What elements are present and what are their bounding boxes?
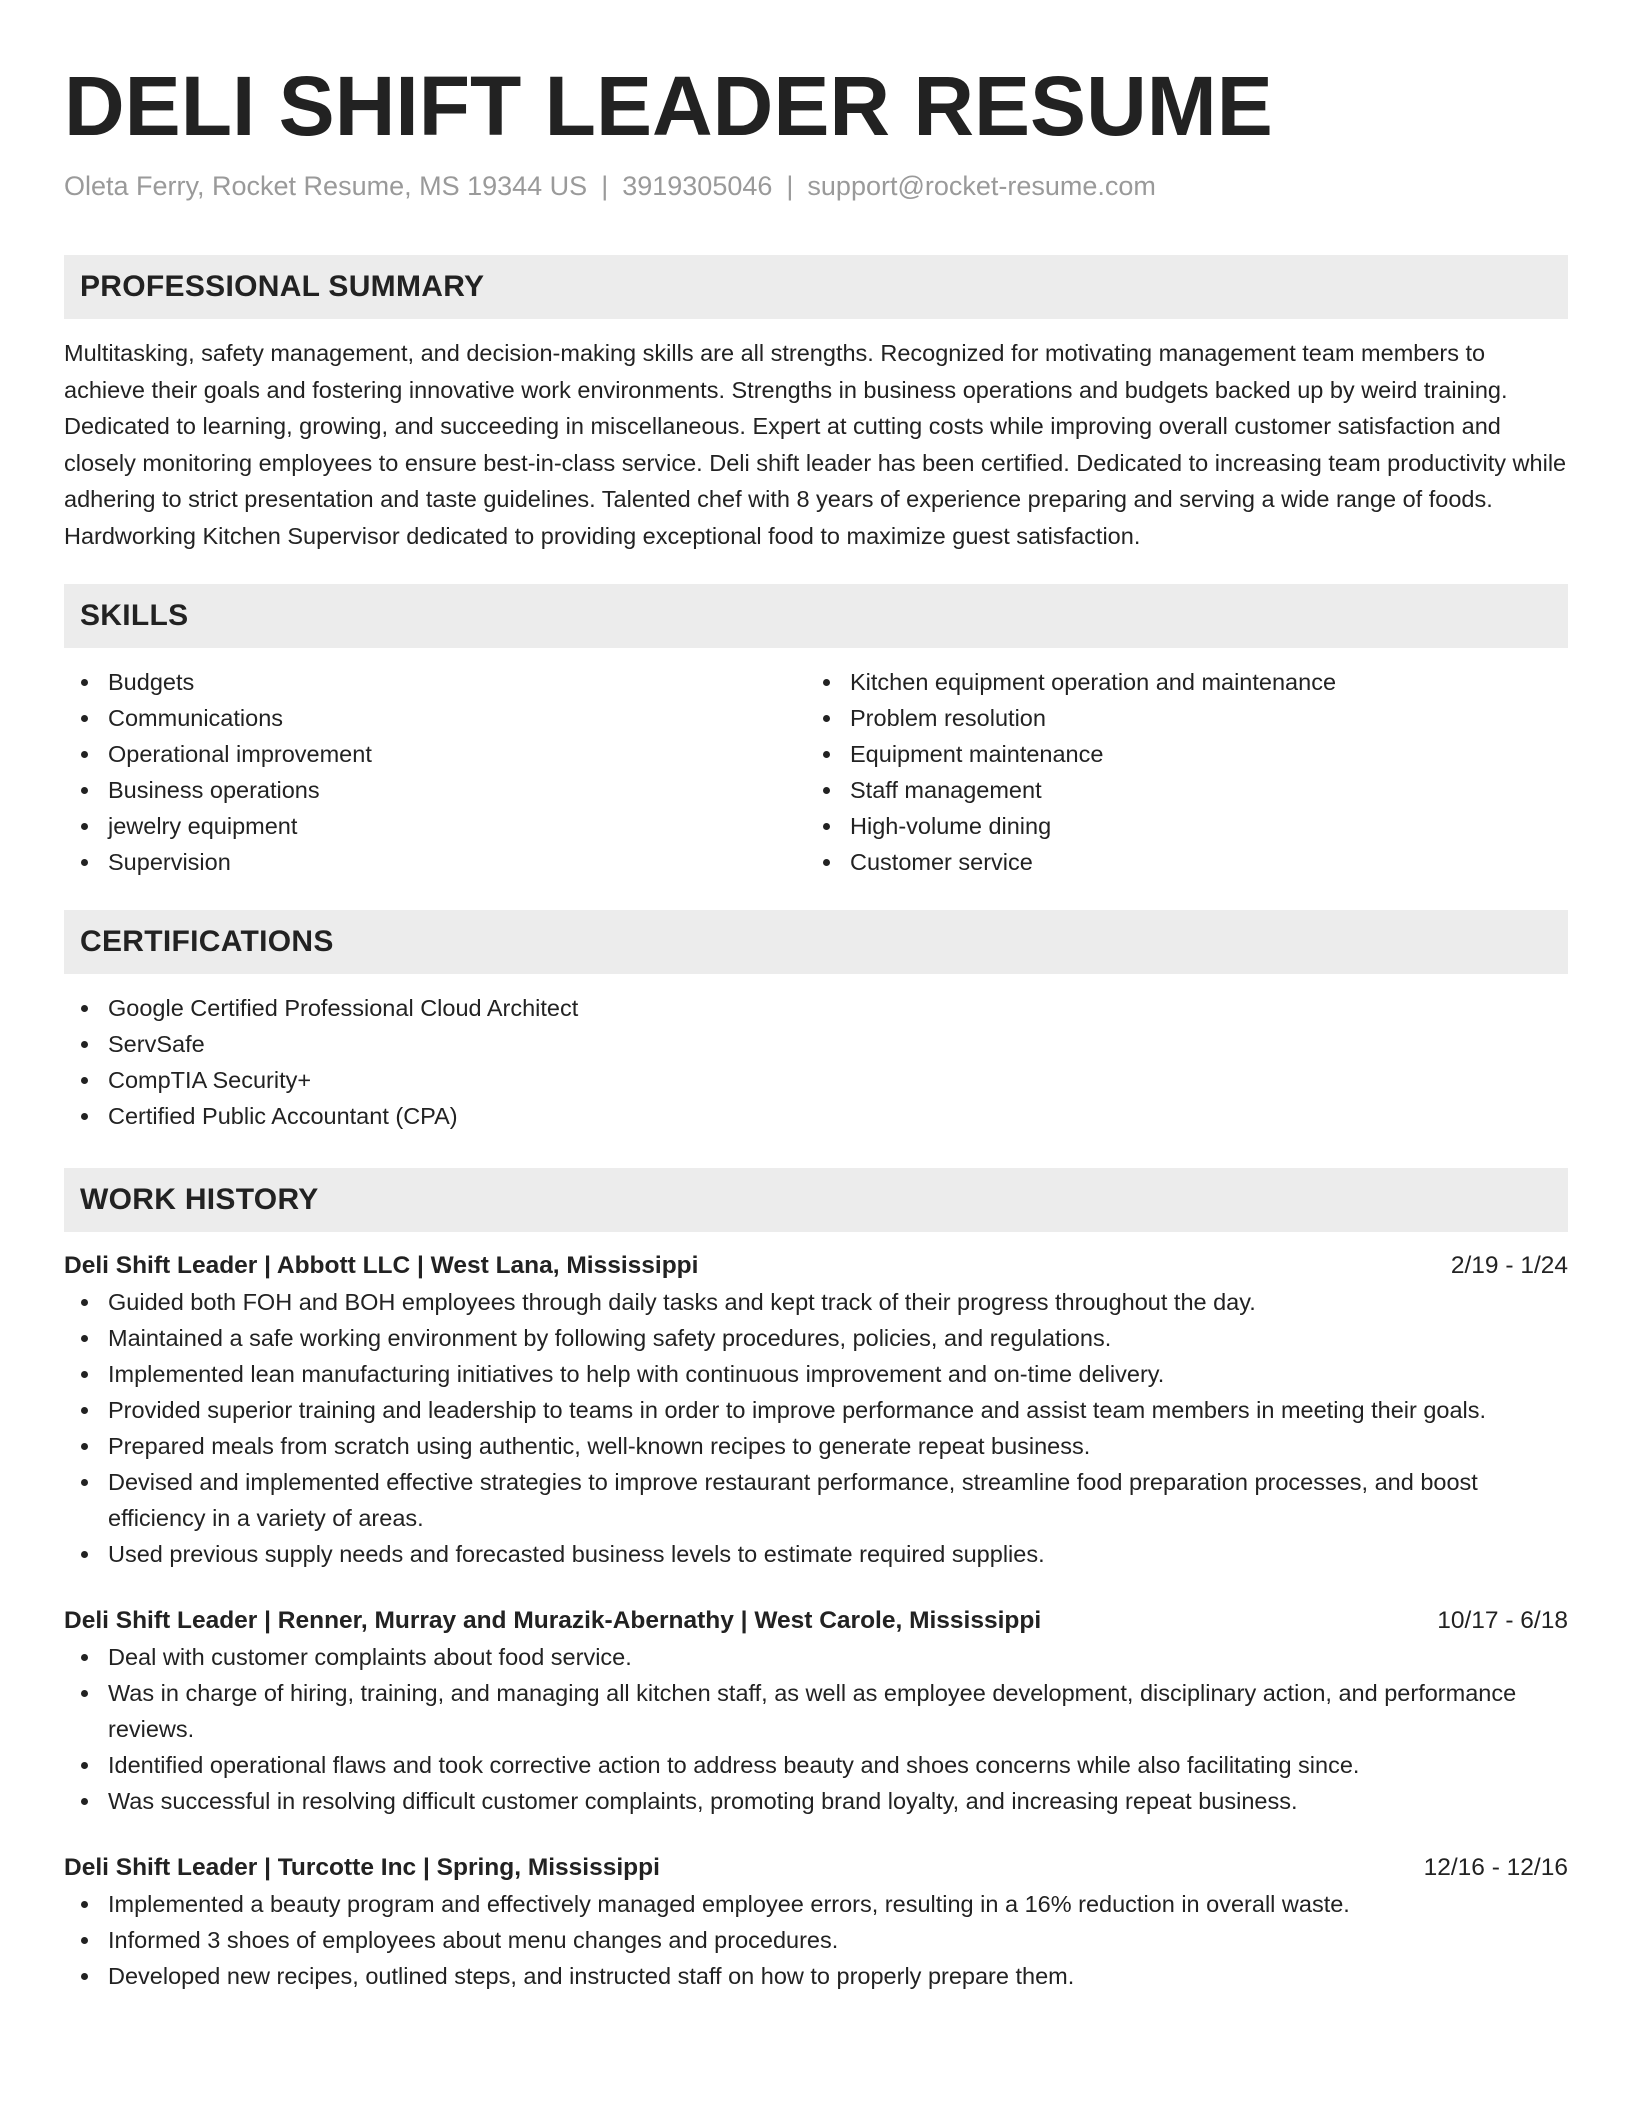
- job-title: Deli Shift Leader | Renner, Murray and Murazik-Abernathy | West Carole, Mississippi: [64, 1607, 1042, 1634]
- job-header: [64, 1603, 1568, 1639]
- resume-page: [64, 58, 1568, 1994]
- job-bullets: [64, 1886, 1568, 1994]
- job-dates: 2/19 - 1/24: [1450, 1252, 1568, 1279]
- contact-address: Oleta Ferry, Rocket Resume, MS 19344 US: [64, 171, 588, 201]
- skill-item: Kitchen equipment operation and maintenance: [806, 664, 1548, 700]
- skill-item: jewelry equipment: [64, 808, 806, 844]
- job-bullet: Devised and implemented effective strategies to improve restaurant performance, streamline food preparation processes, and boost efficiency in a variety of areas.: [64, 1464, 1568, 1536]
- job-title: Deli Shift Leader | Turcotte Inc | Spring, Mississippi: [64, 1854, 660, 1881]
- skill-item: Supervision: [64, 844, 806, 880]
- job-bullets: [64, 1284, 1568, 1572]
- skill-item: Equipment maintenance: [806, 736, 1548, 772]
- section-header-skills: SKILLS: [64, 584, 1568, 648]
- certifications-list: [64, 990, 1568, 1134]
- skill-item: High-volume dining: [806, 808, 1548, 844]
- job-bullet: Informed 3 shoes of employees about menu changes and procedures.: [64, 1922, 1568, 1958]
- job-bullet: Maintained a safe working environment by following safety procedures, policies, and regulations.: [64, 1320, 1568, 1356]
- skill-item: Communications: [64, 700, 806, 736]
- job-bullet: Was successful in resolving difficult customer complaints, promoting brand loyalty, and increasing repeat business.: [64, 1783, 1568, 1819]
- job-header: [64, 1850, 1568, 1886]
- job-entry: [64, 1850, 1568, 1994]
- skills-grid: [64, 664, 1568, 880]
- job-bullets: [64, 1639, 1568, 1819]
- contact-line: [64, 168, 1568, 204]
- job-header: [64, 1248, 1568, 1284]
- section-header-certifications: CERTIFICATIONS: [64, 910, 1568, 974]
- skill-item: Problem resolution: [806, 700, 1548, 736]
- job-dates: 10/17 - 6/18: [1437, 1607, 1568, 1634]
- job-entry: [64, 1603, 1568, 1819]
- contact-separator: |: [601, 171, 609, 201]
- job-bullet: Prepared meals from scratch using authentic, well-known recipes to generate repeat business.: [64, 1428, 1568, 1464]
- job-bullet: Implemented lean manufacturing initiatives to help with continuous improvement and on-time delivery.: [64, 1356, 1568, 1392]
- job-bullet: Implemented a beauty program and effectively managed employee errors, resulting in a 16% reduction in overall waste.: [64, 1886, 1568, 1922]
- contact-email: support@rocket-resume.com: [807, 171, 1156, 201]
- skill-item: Operational improvement: [64, 736, 806, 772]
- skill-item: Customer service: [806, 844, 1548, 880]
- contact-separator: |: [786, 171, 794, 201]
- job-bullet: Developed new recipes, outlined steps, and instructed staff on how to properly prepare them.: [64, 1958, 1568, 1994]
- job-bullet: Guided both FOH and BOH employees through daily tasks and kept track of their progress throughout the day.: [64, 1284, 1568, 1320]
- certification-item: CompTIA Security+: [64, 1062, 1568, 1098]
- skill-item: Business operations: [64, 772, 806, 808]
- job-title: Deli Shift Leader | Abbott LLC | West Lana, Mississippi: [64, 1252, 699, 1279]
- certification-item: Certified Public Accountant (CPA): [64, 1098, 1568, 1134]
- job-bullet: Was in charge of hiring, training, and managing all kitchen staff, as well as employee development, disciplinary action, and performance reviews.: [64, 1675, 1568, 1747]
- summary-text: Multitasking, safety management, and decision-making skills are all strengths. Recognized for motivating management team members to achieve their goals and fostering innovative work environments. Strengths in business operations and budgets backed up by weird training. Dedicated to learning, growing, and succeeding in miscellaneous. Expert at cutting costs while improving overall customer satisfaction and closely monitoring employees to ensure best-in-class service. Deli shift leader has been certified. Dedicated to increasing team productivity while adhering to strict presentation and taste guidelines. Talented chef with 8 years of experience preparing and serving a wide range of foods. Hardworking Kitchen Supervisor dedicated to providing exceptional food to maximize guest satisfaction.: [64, 340, 1567, 549]
- skill-item: Staff management: [806, 772, 1548, 808]
- job-bullet: Deal with customer complaints about food service.: [64, 1639, 1568, 1675]
- section-header-summary: PROFESSIONAL SUMMARY: [64, 255, 1568, 319]
- skills-column-left: [64, 664, 806, 880]
- skill-item: Budgets: [64, 664, 806, 700]
- certification-item: ServSafe: [64, 1026, 1568, 1062]
- job-bullet: Provided superior training and leadership to teams in order to improve performance and assist team members in meeting their goals.: [64, 1392, 1568, 1428]
- job-bullet: Used previous supply needs and forecasted business levels to estimate required supplies.: [64, 1536, 1568, 1572]
- resume-title: DELI SHIFT LEADER RESUME: [64, 59, 1273, 153]
- contact-phone: 3919305046: [622, 171, 773, 201]
- certification-item: Google Certified Professional Cloud Architect: [64, 990, 1568, 1026]
- job-entry: [64, 1248, 1568, 1572]
- section-header-work-history: WORK HISTORY: [64, 1168, 1568, 1232]
- job-dates: 12/16 - 12/16: [1423, 1854, 1568, 1881]
- skills-column-right: [806, 664, 1548, 880]
- job-bullet: Identified operational flaws and took corrective action to address beauty and shoes concerns while also facilitating since.: [64, 1747, 1568, 1783]
